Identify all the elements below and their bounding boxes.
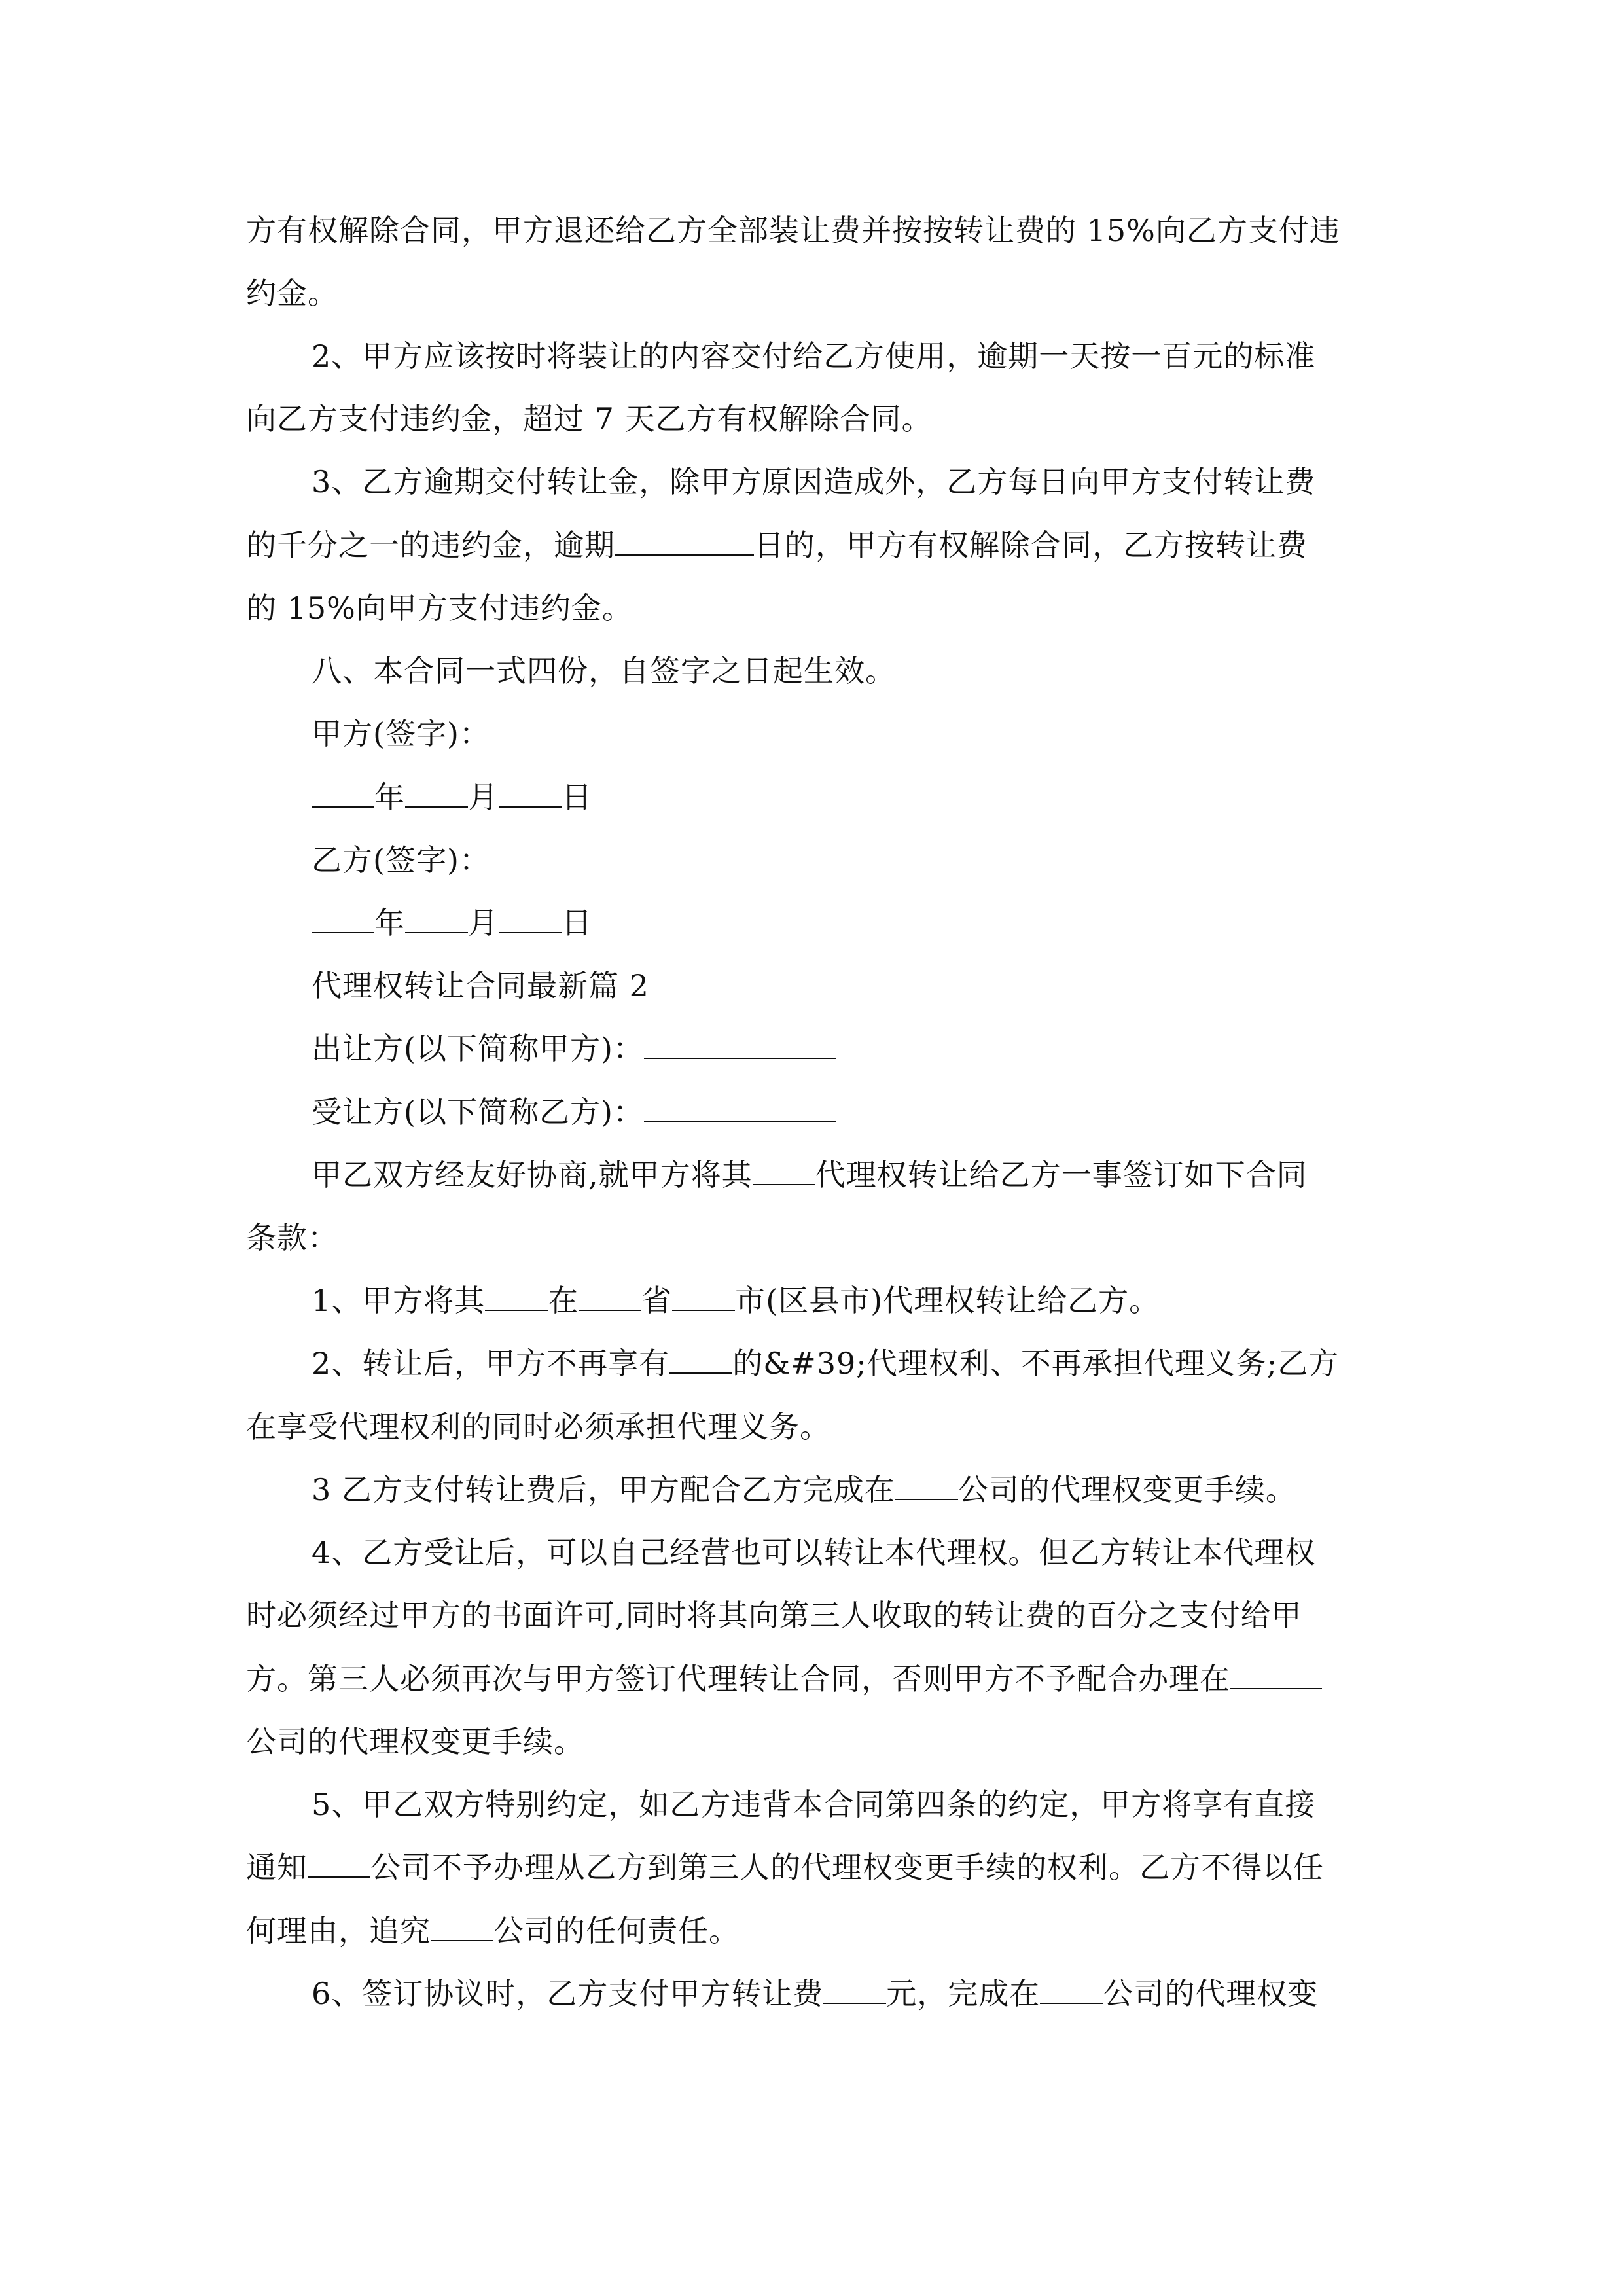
text: 日: [562, 905, 592, 941]
signature-label-party-a: [312, 714, 1378, 753]
text: 在: [548, 1283, 579, 1318]
text: 市(区县市)代理权转让给乙方。: [735, 1283, 1160, 1318]
paragraph-line: [312, 1785, 1378, 1824]
text: 月: [468, 780, 499, 815]
text: 通知: [246, 1850, 308, 1885]
blank-field[interactable]: [672, 1283, 735, 1311]
text: 3、乙方逾期交付转让金，除甲方原因造成外，乙方每日向甲方支付转让费: [312, 464, 1316, 499]
blank-field[interactable]: [1040, 1977, 1103, 2004]
signature-label-party-b: [312, 840, 1378, 880]
month-blank[interactable]: [405, 906, 468, 933]
paragraph-line: [312, 1155, 1378, 1194]
text: 的 15%向甲方支付违约金。: [246, 590, 633, 626]
year-blank[interactable]: [312, 780, 374, 808]
paragraph-line: [246, 1911, 1378, 1950]
blank-field[interactable]: [615, 528, 754, 556]
date-line-party-b: [312, 903, 1378, 942]
text: 省: [641, 1283, 673, 1318]
transferee-blank[interactable]: [644, 1095, 836, 1122]
text: 3 乙方支付转让费后，甲方配合乙方完成在: [312, 1472, 895, 1507]
text: 在享受代理权利的同时必须承担代理义务。: [246, 1409, 830, 1444]
text: 八、本合同一式四份，自签字之日起生效。: [312, 653, 896, 689]
blank-field[interactable]: [431, 1914, 493, 1941]
section-title: [312, 966, 1378, 1005]
blank-field[interactable]: [895, 1473, 958, 1500]
paragraph-line: [312, 336, 1378, 376]
text: 代理权转让给乙方一事签订如下合同: [815, 1157, 1308, 1193]
text: 甲乙双方经友好协商,就甲方将其: [312, 1157, 753, 1193]
paragraph-line: [312, 1344, 1378, 1383]
text: 约金。: [246, 276, 338, 311]
text: 2、转让后，甲方不再享有: [312, 1346, 670, 1381]
text: 方有权解除合同，甲方退还给乙方全部装让费并按按转让费的 15%向乙方支付违: [246, 213, 1340, 248]
date-line-party-a: [312, 778, 1378, 817]
blank-field[interactable]: [823, 1977, 886, 2004]
day-blank[interactable]: [499, 906, 562, 933]
text: 的&#39;代理权利、不再承担代理义务;乙方: [732, 1346, 1340, 1381]
text: 月: [468, 905, 499, 941]
text: 公司的任何责任。: [493, 1913, 740, 1948]
paragraph-line: [246, 1218, 1378, 1257]
text: 公司的代理权变: [1103, 1976, 1319, 2011]
text: 公司的代理权变更手续。: [246, 1724, 584, 1759]
paragraph-line: [246, 1722, 1378, 1761]
paragraph-line: [312, 1470, 1378, 1509]
text: 5、甲乙双方特别约定，如乙方违背本合同第四条的约定，甲方将享有直接: [312, 1787, 1316, 1822]
text: 乙方(签字)：: [312, 842, 490, 878]
text: 代理权转让合同最新篇 2: [312, 968, 649, 1003]
text: 日: [562, 780, 592, 815]
text: 元，完成在: [886, 1976, 1041, 2011]
blank-field[interactable]: [579, 1283, 641, 1311]
text: 2、甲方应该按时将装让的内容交付给乙方使用，逾期一天按一百元的标准: [312, 338, 1316, 374]
text: 6、签订协议时，乙方支付甲方转让费: [312, 1976, 824, 2011]
blank-field[interactable]: [669, 1346, 732, 1374]
paragraph-line: [246, 211, 1378, 250]
paragraph-line: [312, 462, 1378, 501]
transferor-blank[interactable]: [644, 1031, 836, 1059]
paragraph-line: [246, 1407, 1378, 1446]
month-blank[interactable]: [405, 780, 468, 808]
paragraph-line: [246, 1596, 1378, 1635]
text: 公司不予办理从乙方到第三人的代理权变更手续的权利。乙方不得以任: [370, 1850, 1324, 1885]
paragraph-line: [312, 1281, 1378, 1320]
paragraph-line: [312, 1974, 1378, 2013]
paragraph-line: [246, 588, 1378, 628]
paragraph-line: [312, 1533, 1378, 1572]
blank-field[interactable]: [485, 1283, 548, 1311]
text: 何理由，追究: [246, 1913, 431, 1948]
paragraph-line: [246, 274, 1378, 313]
text: 条款：: [246, 1220, 338, 1255]
blank-field[interactable]: [753, 1158, 815, 1185]
day-blank[interactable]: [499, 780, 562, 808]
paragraph-line: [312, 651, 1378, 691]
text: 受让方(以下简称乙方)：: [312, 1094, 644, 1130]
text: 1、甲方将其: [312, 1283, 486, 1318]
transferor-line: [312, 1029, 1378, 1068]
text: 甲方(签字)：: [312, 716, 490, 751]
year-blank[interactable]: [312, 906, 374, 933]
transferee-line: [312, 1092, 1378, 1132]
text: 时必须经过甲方的书面许可,同时将其向第三人收取的转让费的百分之支付给甲: [246, 1598, 1302, 1633]
text: 4、乙方受让后，可以自己经营也可以转让本代理权。但乙方转让本代理权: [312, 1535, 1316, 1570]
blank-field[interactable]: [1230, 1662, 1322, 1689]
text: 出让方(以下简称甲方)：: [312, 1031, 644, 1066]
text: 日的，甲方有权解除合同，乙方按转让费: [754, 528, 1308, 563]
text: 年: [374, 905, 405, 941]
paragraph-line: [246, 526, 1378, 565]
paragraph-line: [246, 1848, 1378, 1887]
paragraph-line: [246, 399, 1378, 439]
text: 的千分之一的违约金，逾期: [246, 528, 615, 563]
blank-field[interactable]: [308, 1850, 370, 1878]
text: 年: [374, 780, 405, 815]
paragraph-line: [246, 1659, 1378, 1698]
text: 方。第三人必须再次与甲方签订代理转让合同，否则甲方不予配合办理在: [246, 1661, 1230, 1696]
text: 公司的代理权变更手续。: [957, 1472, 1296, 1507]
text: 向乙方支付违约金，超过 7 天乙方有权解除合同。: [246, 401, 933, 437]
